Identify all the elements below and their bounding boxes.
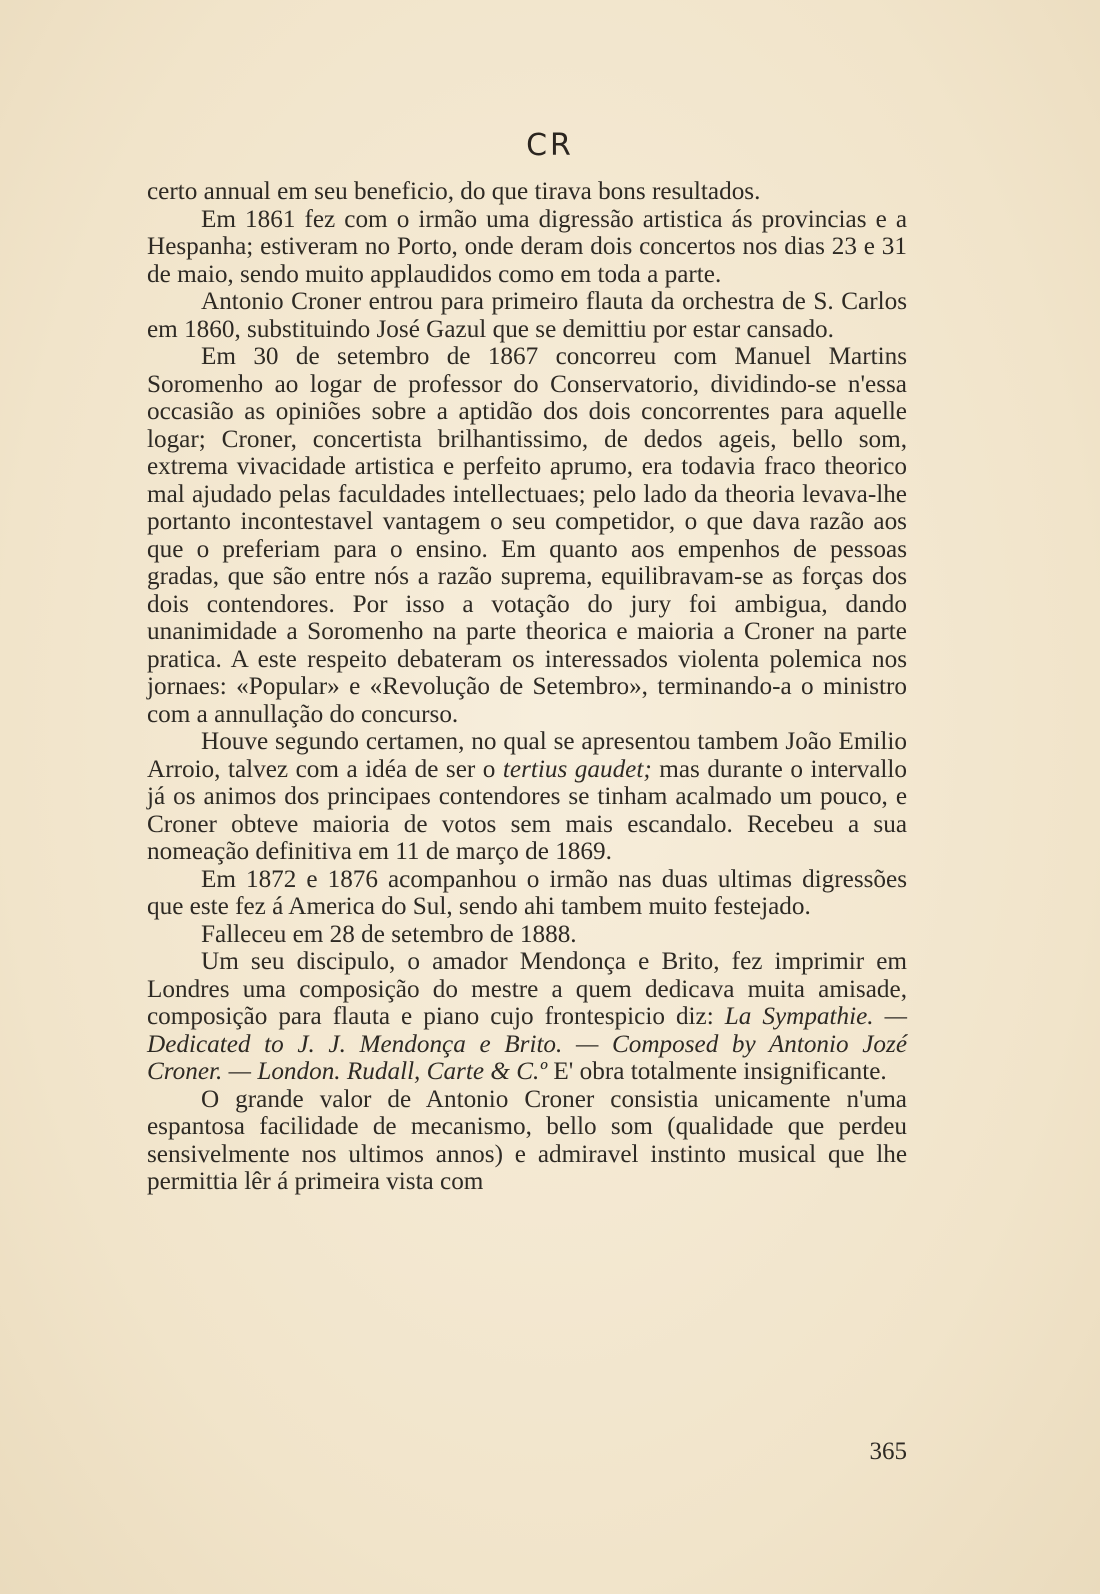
paragraph-text: mas durante o intervallo já os animos dos principaes contendores se tinham acalmado um pouco, e Croner obteve maioria de votos sem mais escandalo. Recebeu a sua nomeação definitiva em 11 de março de 1869.	[147, 755, 907, 865]
paragraph: certo annual em seu beneficio, do que tirava bons resultados.	[147, 178, 761, 205]
paragraph-text: Houve segundo certamen, no qual se apresentou tambem João Emilio Arroio, talvez com a idéa de ser o	[147, 728, 907, 783]
paragraph: Falleceu em 28 de setembro de 1888.	[201, 920, 577, 948]
body-text	[147, 178, 907, 1196]
paragraph: Em 30 de setembro de 1867 concorreu com Manuel Martins Soromenho ao logar de professor do Conservatorio, dividindo-se n'essa occasião as opiniões sobre a aptidão dos dois concorrentes para aquelle logar; Croner, concertista brilhantissimo, de dedos ageis, bello som, extrema vivacidade artistica e perfeito aprumo, era todavia fraco theorico mal ajudado pelas faculdades intellectuaes; pelo lado da theoria levava-lhe portanto incontestavel vantagem o seu competidor, o que dava razão aos que o preferiam para o ensino. Em quanto aos empenhos de pessoas gradas, que são entre nós a razão suprema, equilibravam-se as forças dos dois contendores. Por isso a votação do jury foi ambigua, dando unanimidade a Soromenho na parte theorica e maioria a Croner na parte pratica. A este respeito debateram os interessados violenta polemica nos jornaes: «Popular» e «Revolução de Setembro», terminando-a o ministro com a annullação do concurso.	[147, 343, 907, 728]
paragraph: Em 1872 e 1876 acompanhou o irmão nas duas ultimas digressões que este fez á America do Sul, sendo ahi tambem muito festejado.	[147, 865, 907, 920]
paragraph	[147, 728, 907, 866]
paragraph: Em 1861 fez com o irmão uma digressão artistica ás provincias e a Hespanha; estiveram no Porto, onde deram dois concertos nos dias 23 e 31 de maio, sendo muito applaudidos como em toda a parte.	[147, 205, 907, 288]
page-number: 365	[869, 1438, 907, 1465]
paragraph-text: Um seu discipulo, o amador Mendonça e Brito, fez imprimir em Londres uma composição do mestre a quem dedicava muita amisade, composição para flauta e piano cujo frontespicio diz:	[147, 948, 907, 1030]
frontispiece-quote: La Sympathie. — Dedicated to J. J. Mendonça e Brito. — Composed by Antonio Jozé Croner. — London. Rudall, Carte & C.º	[147, 1003, 907, 1085]
latin-phrase: tertius gaudet;	[502, 755, 652, 783]
paragraph: Antonio Croner entrou para primeiro flauta da orchestra de S. Carlos em 1860, substituindo José Gazul que se demittiu por estar cansado.	[147, 288, 907, 343]
paragraph-text: E' obra totalmente insignificante.	[547, 1058, 887, 1085]
running-head: CR	[526, 128, 574, 163]
paragraph: O grande valor de Antonio Croner consistia unicamente n'uma espantosa facilidade de mecanismo, bello som (qualidade que perdeu sensivelmente nos ultimos annos) e admiravel instinto musical que lhe permittia lêr á primeira vista com	[147, 1085, 907, 1195]
paragraph	[147, 948, 907, 1086]
